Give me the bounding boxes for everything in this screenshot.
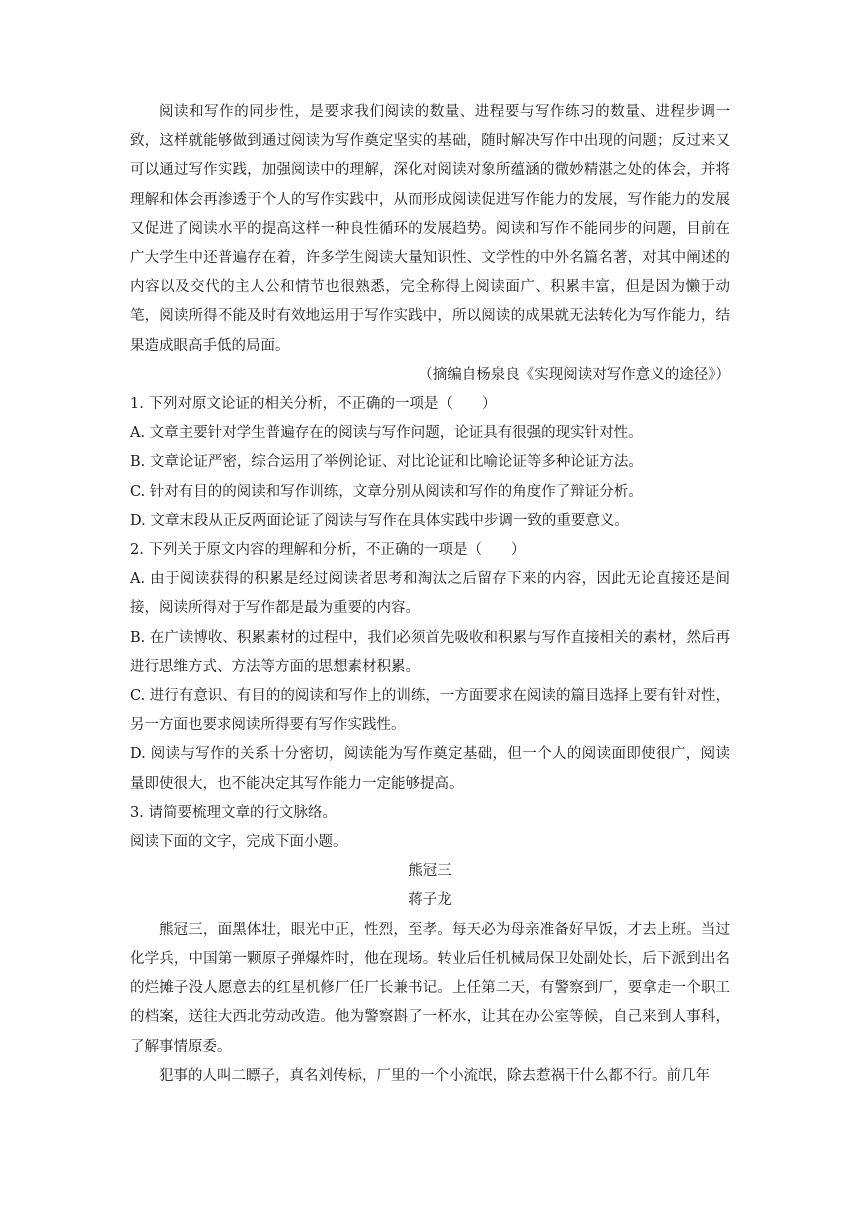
story-paragraph: 熊冠三，面黑体壮，眼光中正，性烈，至孝。每天必为母亲准备好早饭，才去上班。当过化学兵，中国第一颗原子弹爆炸时，他在现场。转业后任机械局保卫处副处长，后下派到出名的烂摊子没人愿意去的红星机修厂任厂长兼书记。上任第二天，有警察到厂，要拿走一个职工的档案，送往大西北劳动改造。他为警察斟了一杯水，让其在办公室等候，自己来到人事科，了解事情原委。 <box>130 921 730 1055</box>
question-2 <box>130 536 730 799</box>
question-option: A. 文章主要针对学生普遍存在的阅读与写作问题，论证具有很强的现实针对性。 <box>130 425 643 442</box>
question-stem: 1. 下列对原文论证的相关分析，不正确的一项是（ ） <box>130 396 497 413</box>
question-option: D. 阅读与写作的关系十分密切，阅读能为写作奠定基础，但一个人的阅读面即使很广，阅读量即使很大，也不能决定其写作能力一定能够提高。 <box>130 746 730 792</box>
story-author: 蒋子龙 <box>408 892 452 909</box>
question-3 <box>130 799 730 828</box>
question-option: C. 进行有意识、有目的的阅读和写作上的训练，一方面要求在阅读的篇目选择上要有针对性，另一方面也要求阅读所得要有写作实践性。 <box>130 688 730 734</box>
passage-source: （摘编自杨泉良《实现阅读对写作意义的途径》） <box>418 366 730 383</box>
question-1 <box>130 390 730 536</box>
document-page <box>130 98 730 1091</box>
question-option: B. 在广读博收、积累素材的过程中，我们必须首先吸收和积累与写作直接相关的素材，然后再进行思维方式、方法等方面的思想素材积累。 <box>130 629 730 675</box>
question-stem: 2. 下列关于原文内容的理解和分析，不正确的一项是（ ） <box>130 542 526 559</box>
question-option: A. 由于阅读获得的积累是经过阅读者思考和淘汰之后留存下来的内容，因此无论直接还是间接，阅读所得对于写作都是最为重要的内容。 <box>130 571 730 617</box>
question-option: C. 针对有目的的阅读和写作训练，文章分别从阅读和写作的角度作了辩证分析。 <box>130 483 643 500</box>
question-stem: 3. 请简要梳理文章的行文脉络。 <box>130 804 337 821</box>
passage-paragraph: 阅读和写作的同步性，是要求我们阅读的数量、进程要与写作练习的数量、进程步调一致，这样就能够做到通过阅读为写作奠定坚实的基础，随时解决写作中出现的问题；反过来又可以通过写作实践，加强阅读中的理解，深化对阅读对象所蕴涵的微妙精湛之处的体会，并将理解和体会再渗透于个人的写作实践中，从而形成阅读促进写作能力的发展，写作能力的发展又促进了阅读水平的提高这样一种良性循环的发展趋势。阅读和写作不能同步的问题，目前在广大学生中还普遍存在着，许多学生阅读大量知识性、文学性的中外名篇名著，对其中阐述的内容以及交代的主人公和情节也很熟悉，完全称得上阅读面广、积累丰富，但是因为懒于动笔，阅读所得不能及时有效地运用于写作实践中，所以阅读的成果就无法转化为写作能力，结果造成眼高手低的局面。 <box>130 104 730 354</box>
story-paragraph: 犯事的人叫二瞟子，真名刘传标，厂里的一个小流氓，除去惹祸干什么都不行。前几年 <box>159 1067 710 1084</box>
reading-instruction: 阅读下面的文字，完成下面小题。 <box>130 834 348 851</box>
story-title: 熊冠三 <box>408 863 452 880</box>
question-option: B. 文章论证严密，综合运用了举例论证、对比论证和比喻论证等多种论证方法。 <box>130 454 643 471</box>
question-option: D. 文章末段从正反两面论证了阅读与写作在具体实践中步调一致的重要意义。 <box>130 512 629 529</box>
